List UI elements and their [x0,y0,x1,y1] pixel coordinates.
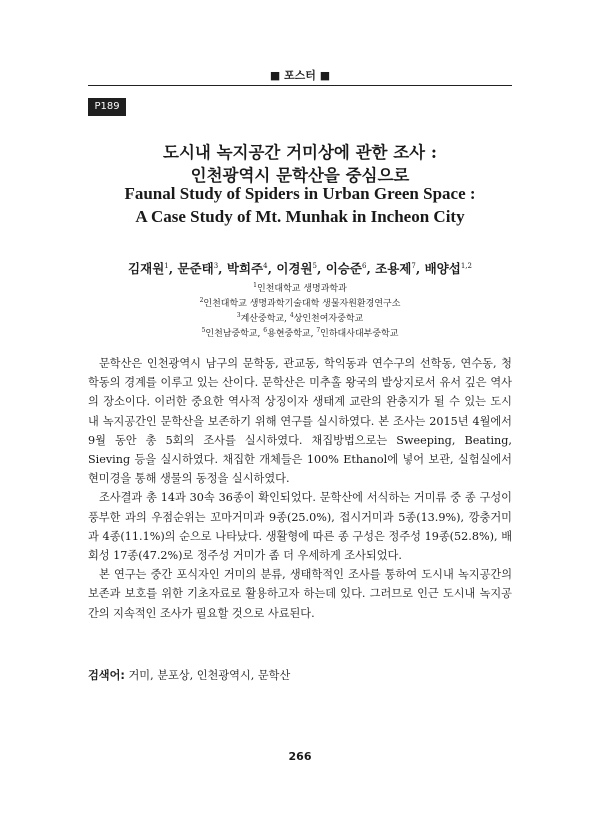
author-name: 박희주 [226,261,264,276]
keywords-text: 거미, 분포상, 인천광역시, 문학산 [128,669,291,682]
page-number: 266 [288,750,312,763]
author-name: 김재원 [128,261,165,276]
author-list: 김재원$^1$, 문준태$^3$, 박희주$^4$, 이경원$^5$, 이승준$^6$, 조용제$^7$, 배양섭$^{1,2}$ [128,261,472,276]
title-english-line2: A Case Study of Mt. Munhak in Incheon City [135,207,465,226]
title-korean-line1: 도시내 녹지공간 거미상에 관한 조사 : [163,143,437,162]
author-name: 문준태 [177,261,214,276]
author-sup: 6 [361,261,367,270]
author-name: 배양섭 [424,261,461,276]
author-sup: 7 [411,261,416,270]
author-name: 조용제 [375,261,412,276]
title-korean-line2: 인천광역시 문학산을 중심으로 [190,166,410,185]
author-sup: 1 [164,261,169,270]
abstract-paragraph: 문학산은 인천광역시 남구의 문학동, 관교동, 학익동과 연수구의 선학동, 연수동, 청학동의 경계를 이루고 있는 산이다. 문학산은 미추홀 왕국의 발상지로서 유서 깊은 역사의 장소이다. 이러한 중요한 역사적 상징이자 생태계 교란의 완충지가 될 수 있는 도시내 녹지공간인 문학산을 보존하기 위해 연구를 실시하였다. 본 조사는 2015년 4월에서 9월 동안 총 5회의 조사를 실시하였다. 채집방법으로는 Sweeping, Beating, Sieving 등을 실시하였다. 채집한 개체들은 100% Ethanol에 넣어 보관, 실험실에서 현미경을 통해 생물의 동정을 실시하였다. [88,357,512,486]
author-sup: 1,2 [460,261,472,270]
author-sup: 5 [312,261,318,270]
abstract-paragraph: 본 연구는 중간 포식자인 거미의 분류, 생태학적인 조사를 통하여 도시내 녹지공간의 보존과 보호를 위한 기초자료로 활용하고자 하는데 있다. 그러므로 인근 도시내 녹지공간의 지속적인 조사가 필요할 것으로 사료된다. [88,568,512,620]
affiliation-line: $^2$인천대학교 생명과학기술대학 생물자원환경연구소 [199,297,401,309]
section-header: ■ 포스터 ■ [269,69,331,82]
author-name: 이경원 [276,261,313,276]
abstract-paragraph: 조사결과 총 14과 30속 36종이 확인되었다. 문학산에 서식하는 거미류 중 종 구성이 풍부한 과의 우점순위는 꼬마거미과 9종(25.0%), 접시거미과 5종(13.9%), 깡충거미과 4종(11.1%)의 순으로 나타났다. 생활형에 따른 종 구성은 정주성 19종(52.8%), 배회성 17종(47.2%)로 정주성 거미가 좀 더 우세하게 조사되었다. [88,491,512,563]
affiliation-line: $^1$인천대학교 생명과학과 [253,282,347,294]
keywords [88,667,290,683]
poster-code-badge: P189 [88,98,126,116]
author-sup: 3 [213,261,219,270]
title-english-line1: Faunal Study of Spiders in Urban Green Space : [124,184,476,203]
keywords-label: 검색어: [88,669,125,682]
affiliation-line: $^5$인천남중학교, $^6$용현중학교, $^7$인하대사대부중학교 [201,327,399,339]
abstract-body [88,354,512,623]
author-name: 이승준 [325,261,362,276]
affiliation-line: $^3$계산중학교, $^4$상인천여자중학교 [236,312,364,324]
header-divider [88,85,512,86]
author-sup: 4 [263,261,268,270]
